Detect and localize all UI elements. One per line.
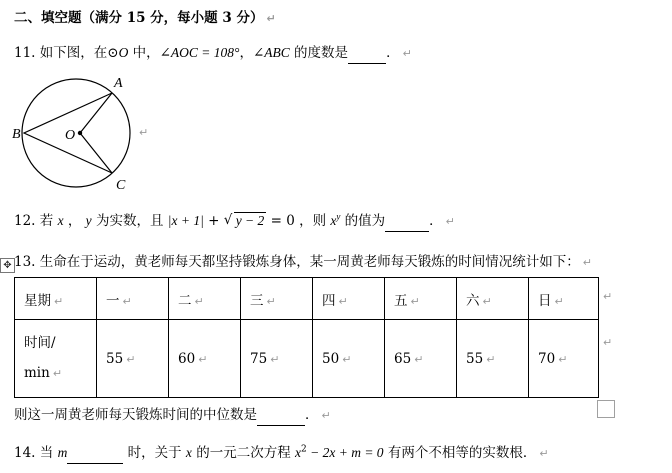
sqrt-expression: √ y − 2 [223, 212, 265, 228]
var-m: m [57, 445, 68, 460]
equation-base: x [295, 445, 301, 460]
section-title [14, 8, 276, 29]
power-base: x [330, 213, 337, 228]
table-cell: 一 ↵ [97, 278, 169, 320]
label-a: A [114, 76, 123, 91]
table-cell: 六 ↵ [457, 278, 529, 320]
table-cell: 星期 ↵ [15, 278, 97, 320]
table-cell: 50 ↵ [313, 320, 385, 398]
question-14 [14, 443, 549, 464]
table-cell: 65 ↵ [385, 320, 457, 398]
table-cell: 55 ↵ [457, 320, 529, 398]
question-13 [14, 252, 592, 273]
angle-aoc: ∠AOC = 108° [159, 45, 240, 60]
table-cell: 四 ↵ [313, 278, 385, 320]
row-end-mark: ↵ [603, 290, 613, 303]
center-point [78, 131, 82, 135]
q13-question [14, 405, 331, 426]
q11-end: ． [386, 45, 400, 61]
circle-figure [8, 72, 188, 194]
q12-text2: ，则 [294, 213, 331, 229]
section-title-text: 二、填空题（满分 15 分，每小题 3 分） [14, 10, 264, 26]
q12-prefix: 12. 若 [14, 213, 58, 229]
table-cell: 五 ↵ [385, 278, 457, 320]
table-move-handle[interactable]: ✥ [0, 258, 15, 273]
equals-zero: = 0 [266, 213, 295, 229]
paragraph-mark: ↵ [445, 215, 455, 228]
q11-sep: ， [239, 45, 253, 61]
paragraph-mark: ↵ [266, 12, 276, 25]
question-11 [14, 43, 412, 64]
table-header-row [15, 278, 599, 320]
circle-symbol: ⊙ [107, 45, 119, 61]
angle-abc: ∠ABC [252, 45, 290, 60]
q12-end: ． [429, 213, 443, 229]
circle-outline [22, 79, 130, 187]
power-exponent: y [336, 211, 341, 222]
var-x: x [185, 445, 192, 460]
q12-text3: 的值为 [340, 213, 386, 229]
question-12 [14, 211, 455, 232]
answer-blank[interactable] [67, 448, 123, 464]
q11-prefix: 11. 如下图，在 [14, 45, 108, 61]
table-cell: 75 ↵ [241, 320, 313, 398]
label-o: O [65, 128, 76, 143]
table-cell: 三 ↵ [241, 278, 313, 320]
circle-name: O [118, 45, 129, 60]
q12-text1: 为实数，且 [91, 213, 168, 229]
plus-sign: + [203, 213, 224, 229]
q13-intro: 13. 生命在于运动，黄老师每天都坚持锻炼身体，某一周黄老师每天锻炼的时间情况统计如下： [14, 254, 580, 270]
paragraph-mark: ↵ [321, 409, 331, 422]
equation-rest: − 2x + m = 0 [306, 445, 384, 460]
q14-text1: 时，关于 [123, 445, 186, 461]
answer-blank[interactable] [385, 216, 429, 232]
q11-suffix: 的度数是 [289, 45, 349, 61]
var-x: x [57, 213, 64, 228]
label-b: B [12, 127, 21, 142]
label-c: C [116, 178, 126, 193]
q12-comma: ， [63, 213, 86, 229]
table-cell: 70 ↵ [529, 320, 599, 398]
table-cell: 时间/ min ↵ [15, 320, 97, 398]
paragraph-mark: ↵ [139, 126, 149, 139]
paragraph-mark: ↵ [539, 447, 549, 460]
var-y: y [85, 213, 92, 228]
q14-prefix: 14. 当 [14, 445, 58, 461]
sqrt-inner: y − 2 [235, 213, 265, 228]
row-end-mark: ↵ [603, 336, 613, 349]
q13-end: ． [305, 407, 319, 423]
layout-option-box[interactable] [597, 400, 615, 418]
table-data-row [15, 320, 599, 398]
table-cell: 60 ↵ [169, 320, 241, 398]
equation-exponent: 2 [301, 444, 307, 455]
q14-text3: 有两个不相等的实数根． [383, 445, 537, 461]
paragraph-mark: ↵ [402, 47, 412, 60]
q13-question-text: 则这一周黄老师每天锻炼时间的中位数是 [14, 407, 257, 423]
table-cell: 55 ↵ [97, 320, 169, 398]
exercise-time-table [14, 277, 599, 398]
answer-blank[interactable] [257, 410, 305, 426]
paragraph-mark: ↵ [582, 256, 592, 269]
answer-blank[interactable] [348, 48, 386, 64]
table-cell: 二 ↵ [169, 278, 241, 320]
q14-text2: 的一元二次方程 [191, 445, 295, 461]
abs-expression: |x + 1| [167, 213, 204, 228]
table-cell: 日 ↵ [529, 278, 599, 320]
q11-mid: 中， [128, 45, 160, 61]
